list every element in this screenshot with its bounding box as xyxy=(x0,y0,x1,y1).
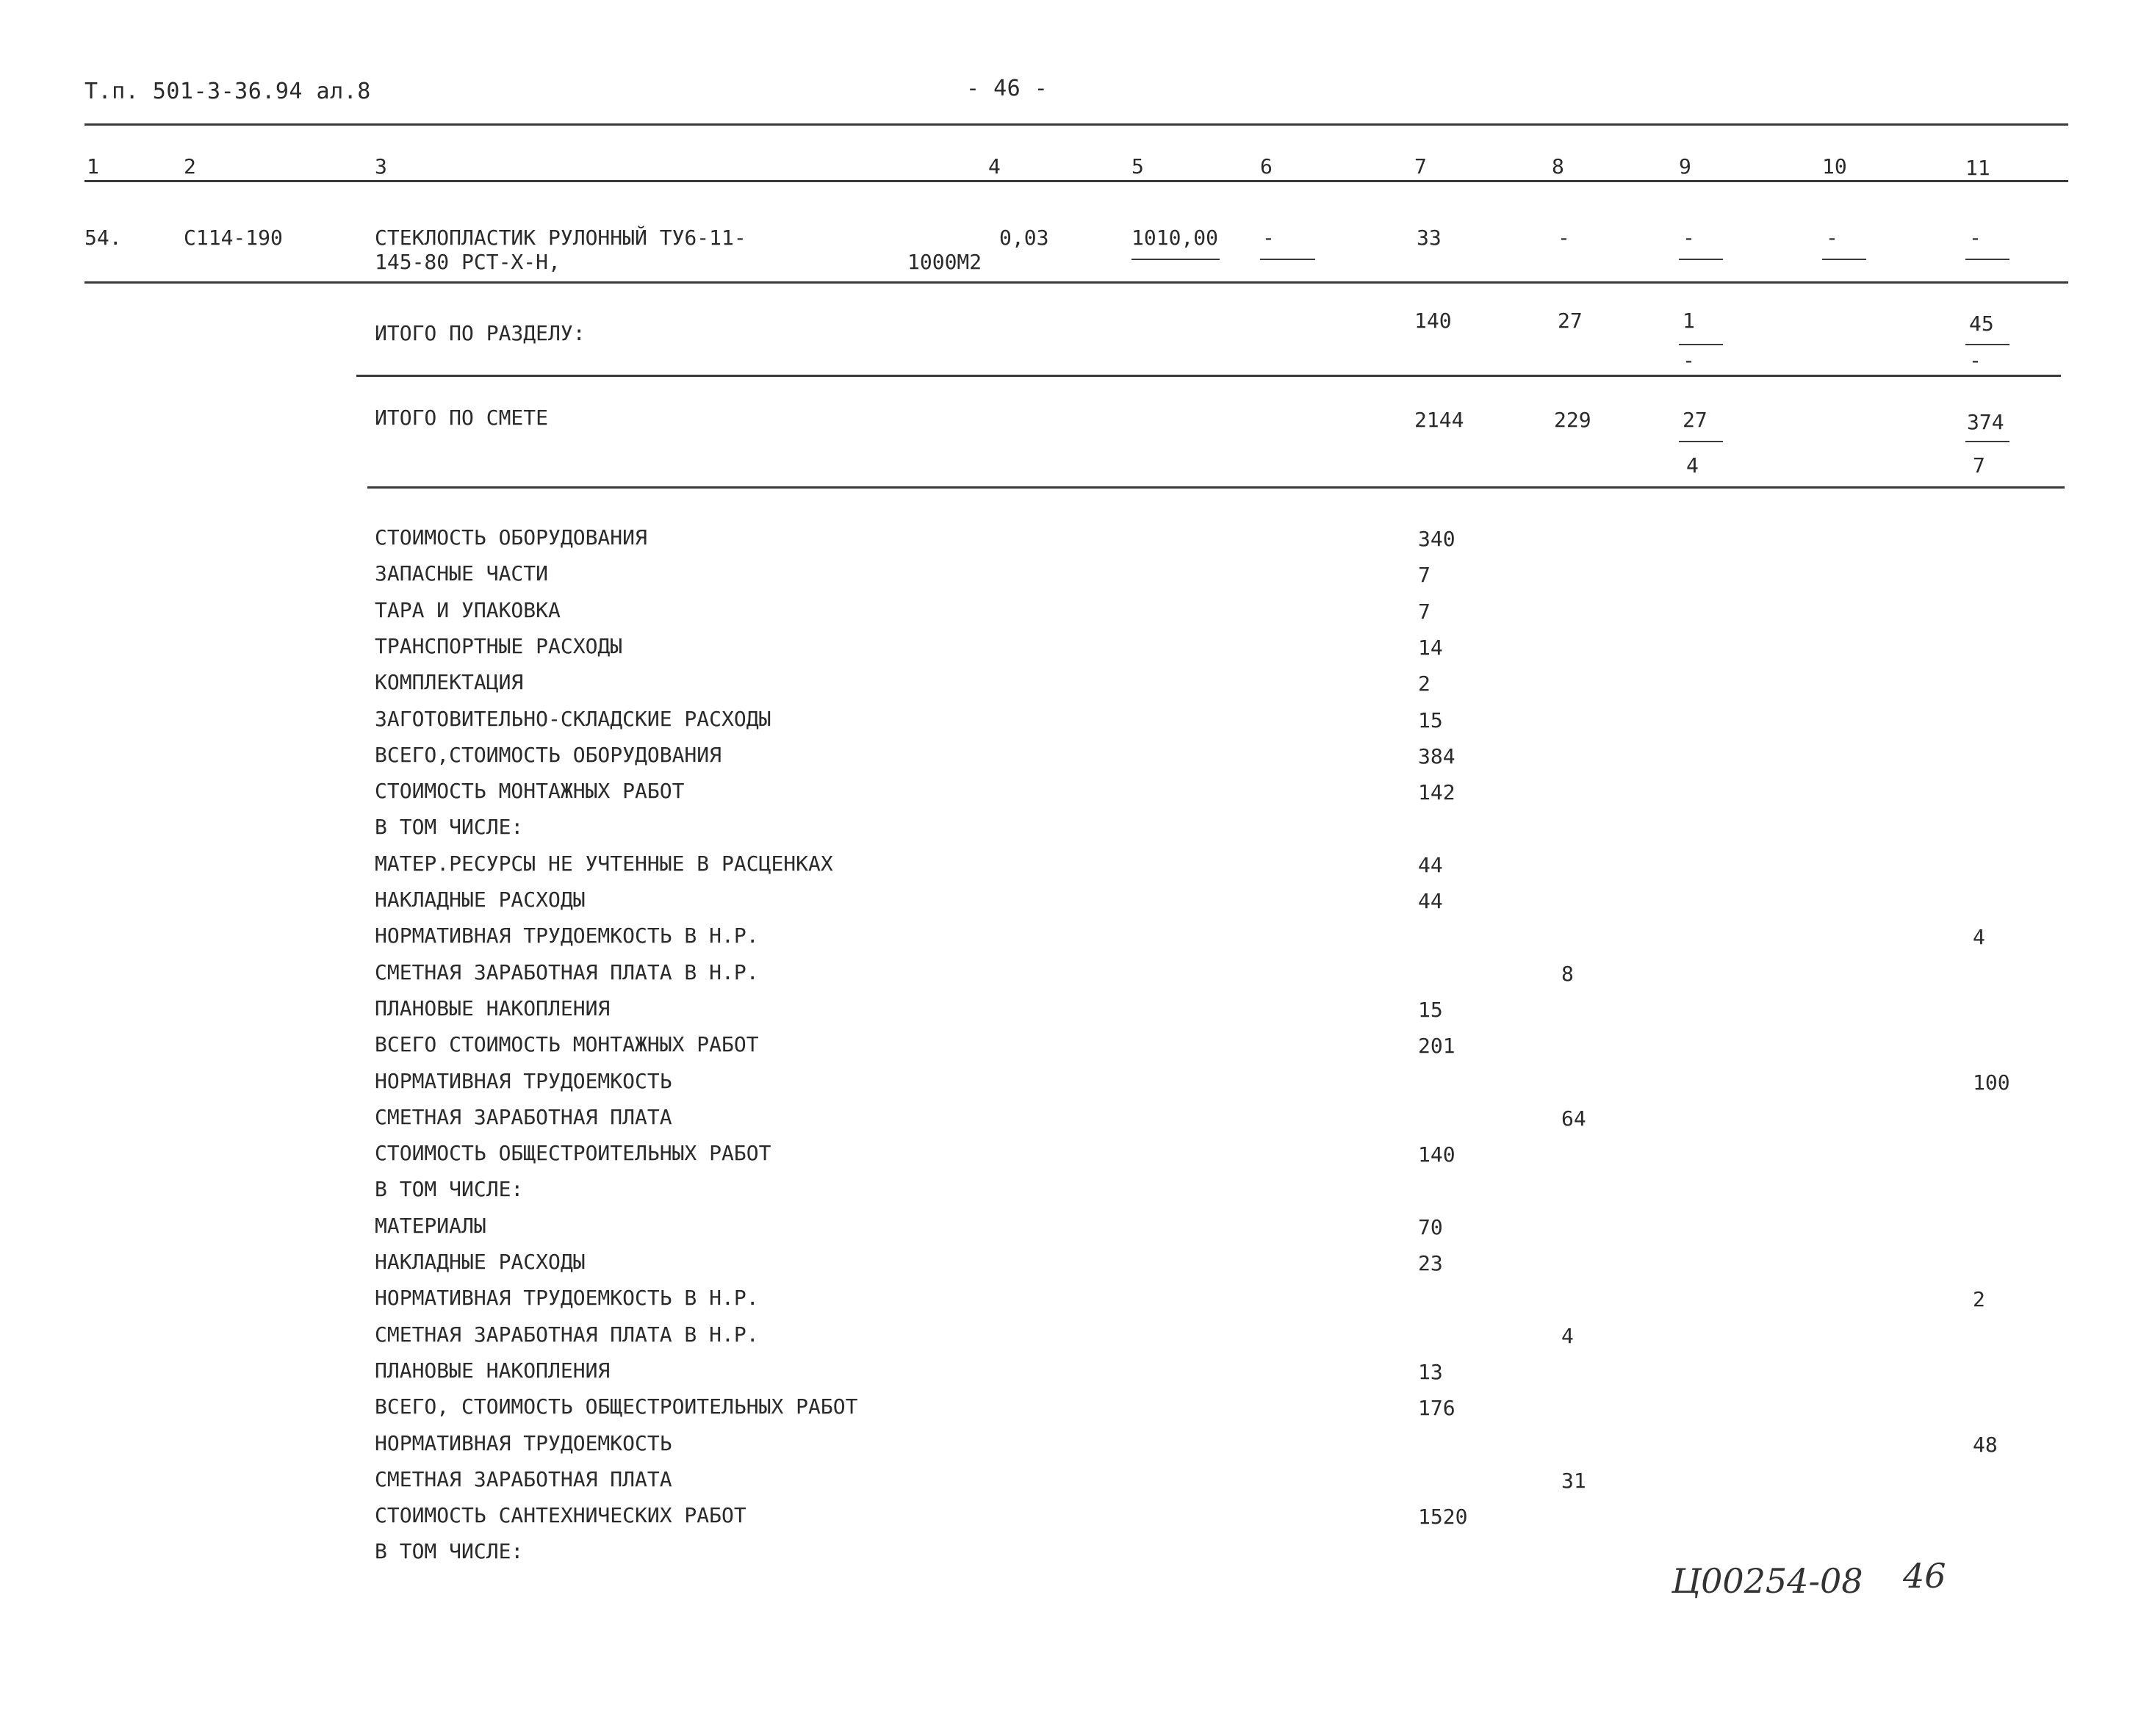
summary-row-c8: 8 xyxy=(1561,962,1574,986)
summary-row-c7: 44 xyxy=(1418,889,1443,913)
summary-row-c7: 340 xyxy=(1418,527,1455,551)
summary-row-c7: 14 xyxy=(1418,635,1443,660)
summary-row-c8: 4 xyxy=(1561,1324,1574,1348)
summary-row-label: ВСЕГО СТОИМОСТЬ МОНТАЖНЫХ РАБОТ xyxy=(375,1032,759,1056)
summary-row-c7: 15 xyxy=(1418,708,1443,732)
section-total-label: ИТОГО ПО РАЗДЕЛУ: xyxy=(375,321,586,345)
col-header-8: 8 xyxy=(1552,154,1564,179)
summary-row-c8: 31 xyxy=(1561,1469,1586,1493)
summary-row-c7: 1520 xyxy=(1418,1505,1468,1529)
summary-row-c7: 176 xyxy=(1418,1396,1455,1420)
item-col9-rule xyxy=(1679,259,1723,260)
item-col11-rule xyxy=(1965,259,2009,260)
summary-row-label: СМЕТНАЯ ЗАРАБОТНАЯ ПЛАТА xyxy=(375,1105,672,1129)
estimate-total-col9-rule xyxy=(1679,441,1723,442)
section-total-col11-bottom: - xyxy=(1969,348,1982,372)
section-total-col11-rule xyxy=(1965,344,2009,345)
summary-row-c7: 142 xyxy=(1418,780,1455,804)
item-col11: - xyxy=(1969,226,1982,250)
summary-row-label: ЗАПАСНЫЕ ЧАСТИ xyxy=(375,561,549,586)
item-col10: - xyxy=(1826,226,1838,250)
summary-row-label: НОРМАТИВНАЯ ТРУДОЕМКОСТЬ xyxy=(375,1069,672,1093)
col-header-3: 3 xyxy=(375,154,387,179)
summary-row-label: НОРМАТИВНАЯ ТРУДОЕМКОСТЬ В Н.Р. xyxy=(375,1286,759,1310)
item-col6-rule xyxy=(1260,259,1315,260)
summary-row-c7: 7 xyxy=(1418,563,1431,587)
header-top-rule xyxy=(84,123,2068,126)
summary-row-label: СТОИМОСТЬ ОБОРУДОВАНИЯ xyxy=(375,525,647,550)
item-number: 54. xyxy=(84,226,122,250)
summary-row-c7: 2 xyxy=(1418,671,1431,696)
estimate-total-col11-rule xyxy=(1965,441,2009,442)
col-header-10: 10 xyxy=(1822,154,1847,179)
summary-row-label: СТОИМОСТЬ ОБЩЕСТРОИТЕЛЬНЫХ РАБОТ xyxy=(375,1141,771,1165)
item-bottom-rule xyxy=(84,281,2068,284)
estimate-total-col7: 2144 xyxy=(1414,408,1464,432)
col-header-6: 6 xyxy=(1260,154,1273,179)
summary-row-label: В ТОМ ЧИСЛЕ: xyxy=(375,1177,524,1201)
item-col9: - xyxy=(1683,226,1695,250)
summary-row-label: НОРМАТИВНАЯ ТРУДОЕМКОСТЬ xyxy=(375,1431,672,1455)
section-total-col11-top: 45 xyxy=(1969,311,1994,336)
item-price: 1010,00 xyxy=(1131,226,1219,250)
summary-row-label: В ТОМ ЧИСЛЕ: xyxy=(375,1539,524,1563)
summary-row-label: СМЕТНАЯ ЗАРАБОТНАЯ ПЛАТА xyxy=(375,1467,672,1491)
col-header-4: 4 xyxy=(988,154,1001,179)
summary-row-label: НАКЛАДНЫЕ РАСХОДЫ xyxy=(375,1250,586,1274)
summary-row-c11: 100 xyxy=(1973,1070,2010,1095)
summary-row-c7: 13 xyxy=(1418,1360,1443,1384)
estimate-total-col11-top: 374 xyxy=(1967,410,2004,434)
header-bottom-rule xyxy=(84,180,2068,182)
summary-row-c11: 48 xyxy=(1973,1433,1998,1457)
item-col7: 33 xyxy=(1417,226,1442,250)
item-price-rule xyxy=(1131,259,1220,260)
summary-row-label: ТРАНСПОРТНЫЕ РАСХОДЫ xyxy=(375,634,623,658)
estimate-total-col9-top: 27 xyxy=(1683,408,1708,432)
summary-row-label: МАТЕР.РЕСУРСЫ НЕ УЧТЕННЫЕ В РАСЦЕНКАХ xyxy=(375,851,833,876)
summary-row-c11: 4 xyxy=(1973,925,1985,949)
summary-row-c11: 2 xyxy=(1973,1287,1985,1311)
summary-row-label: НОРМАТИВНАЯ ТРУДОЕМКОСТЬ В Н.Р. xyxy=(375,923,759,948)
section-total-rule xyxy=(356,375,2061,377)
col-header-9: 9 xyxy=(1679,154,1691,179)
item-col6: - xyxy=(1262,226,1275,250)
summary-row-label: ПЛАНОВЫЕ НАКОПЛЕНИЯ xyxy=(375,1358,611,1383)
summary-row-label: ТАРА И УПАКОВКА xyxy=(375,598,561,622)
footer-document-code: Ц00254-08 xyxy=(1672,1561,1863,1601)
summary-row-label: ВСЕГО, СТОИМОСТЬ ОБЩЕСТРОИТЕЛЬНЫХ РАБОТ xyxy=(375,1394,858,1419)
summary-row-c7: 384 xyxy=(1418,744,1455,768)
summary-row-c7: 140 xyxy=(1418,1142,1455,1167)
col-header-11: 11 xyxy=(1965,156,1990,180)
page-number: - 46 - xyxy=(966,76,1048,101)
item-unit: 1000М2 xyxy=(907,250,982,274)
section-total-col9-bottom: - xyxy=(1683,348,1695,372)
estimate-total-col8: 229 xyxy=(1554,408,1591,432)
estimate-total-col11-bottom: 7 xyxy=(1973,453,1985,478)
section-total-col7: 140 xyxy=(1414,309,1452,333)
document-reference: Т.п. 501-3-36.94 ал.8 xyxy=(84,79,371,104)
summary-row-label: СТОИМОСТЬ САНТЕХНИЧЕСКИХ РАБОТ xyxy=(375,1503,746,1527)
summary-row-c7: 44 xyxy=(1418,853,1443,877)
item-col8: - xyxy=(1558,226,1570,250)
summary-row-c7: 70 xyxy=(1418,1215,1443,1239)
summary-row-c7: 7 xyxy=(1418,599,1431,624)
summary-row-label: МАТЕРИАЛЫ xyxy=(375,1214,486,1238)
col-header-2: 2 xyxy=(184,154,196,179)
col-header-1: 1 xyxy=(87,154,99,179)
summary-row-label: ВСЕГО,СТОИМОСТЬ ОБОРУДОВАНИЯ xyxy=(375,743,722,767)
item-quantity: 0,03 xyxy=(999,226,1049,250)
summary-row-label: СМЕТНАЯ ЗАРАБОТНАЯ ПЛАТА В Н.Р. xyxy=(375,960,759,984)
estimate-total-col9-bottom: 4 xyxy=(1686,453,1699,478)
summary-row-c7: 23 xyxy=(1418,1251,1443,1275)
summary-row-label: ПЛАНОВЫЕ НАКОПЛЕНИЯ xyxy=(375,996,611,1020)
section-total-col8: 27 xyxy=(1558,309,1583,333)
summary-row-label: В ТОМ ЧИСЛЕ: xyxy=(375,815,524,839)
summary-row-c8: 64 xyxy=(1561,1106,1586,1131)
section-total-col9-top: 1 xyxy=(1683,309,1695,333)
footer-page-number: 46 xyxy=(1903,1556,1946,1596)
item-name-line1: СТЕКЛОПЛАСТИК РУЛОННЫЙ ТУ6-11- xyxy=(375,226,746,250)
summary-row-label: СТОИМОСТЬ МОНТАЖНЫХ РАБОТ xyxy=(375,779,685,803)
item-col10-rule xyxy=(1822,259,1866,260)
item-code: С114-190 xyxy=(184,226,283,250)
summary-row-label: СМЕТНАЯ ЗАРАБОТНАЯ ПЛАТА В Н.Р. xyxy=(375,1322,759,1347)
summary-row-label: ЗАГОТОВИТЕЛЬНО-СКЛАДСКИЕ РАСХОДЫ xyxy=(375,707,771,731)
col-header-5: 5 xyxy=(1131,154,1144,179)
summary-row-label: КОМПЛЕКТАЦИЯ xyxy=(375,670,524,694)
section-total-col9-rule xyxy=(1679,344,1723,345)
summary-row-c7: 15 xyxy=(1418,998,1443,1022)
summary-row-c7: 201 xyxy=(1418,1034,1455,1058)
summary-row-label: НАКЛАДНЫЕ РАСХОДЫ xyxy=(375,887,586,912)
col-header-7: 7 xyxy=(1414,154,1427,179)
estimate-total-label: ИТОГО ПО СМЕТЕ xyxy=(375,406,549,430)
item-name-line2: 145-80 РСТ-Х-Н, xyxy=(375,250,561,274)
estimate-total-rule xyxy=(367,486,2065,489)
